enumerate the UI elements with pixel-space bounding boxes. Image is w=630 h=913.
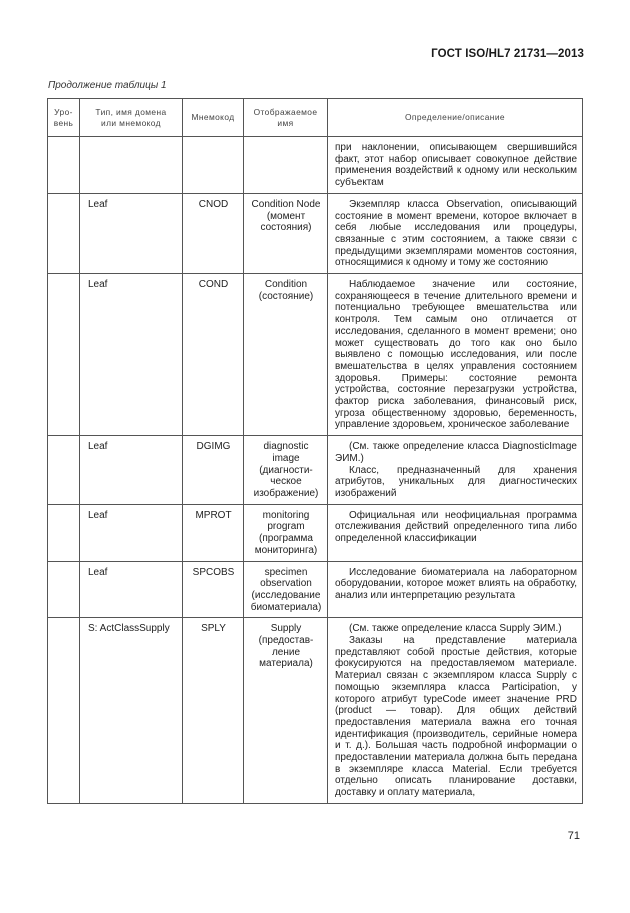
cell-mnemonic: [183, 436, 244, 505]
cell-definition: [328, 618, 583, 804]
cell-definition: [328, 137, 583, 194]
cell-mnemonic: [183, 274, 244, 436]
cell-mnemonic: [183, 137, 244, 194]
cell-mnemonic: [183, 193, 244, 273]
definition-paragraph: Экземпляр класса Observation, описывающий состояние в момент времени, которое включает в себя любые исследования или процедуры, связанные с этим состоянием, а также связи с предыдущими экземплярами моментов состояния, относящимися к одному и тому же состоянию: [335, 198, 577, 269]
table-header-row: [48, 99, 583, 137]
cell-definition-text: [328, 194, 582, 273]
table-row: [48, 274, 583, 436]
table-row: [48, 561, 583, 618]
table-row: [48, 504, 583, 561]
cell-level: [48, 274, 80, 436]
cell-level: [48, 618, 80, 804]
table-row: [48, 436, 583, 505]
definition-paragraph: при наклонении, описывающем свершившийся факт, этот набор описывает совокупное действие применения воздействий к одному или нескольким субъектам: [335, 142, 577, 189]
cell-mnemonic: [183, 561, 244, 618]
cell-level-text: [48, 618, 79, 627]
cell-display: [244, 436, 328, 505]
cell-display-text: Condition Node (момент состояния): [251, 198, 321, 234]
cell-level-text: [48, 505, 79, 514]
cell-definition: [328, 561, 583, 618]
cell-definition-text: [328, 274, 582, 435]
cell-type-text: Leaf: [88, 566, 108, 578]
cell-definition: [328, 436, 583, 505]
cell-display-text: specimen observation (исследование биоматериала): [250, 566, 322, 613]
cell-type-text: Leaf: [88, 441, 108, 453]
cell-level-text: [48, 562, 79, 571]
cell-display-text: monitoring program (программа мониторинга): [254, 509, 318, 556]
cell-definition-text: [328, 436, 582, 504]
definitions-table: [47, 98, 583, 804]
cell-type: [80, 193, 183, 273]
cell-mnemonic-text: CNOD: [198, 198, 229, 210]
cell-definition: [328, 274, 583, 436]
cell-level-text: [48, 436, 79, 445]
cell-level: [48, 436, 80, 505]
definition-paragraph: (См. также определение класса DiagnosticImage ЭИМ.): [335, 441, 577, 464]
cell-display: [244, 274, 328, 436]
cell-type: [80, 137, 183, 194]
definition-paragraph: Заказы на представление материала представляют собой простые действия, которые фокусируются на предоставляемом материале. Материал связан с экземпляром класса Supply с помощью экземпляра класса Participation, у которого атрибут typeCode имеет значение PRD (product — товар). Для общих действий предоставления материала важна его точная идентификация (производитель, серийные номера и т. д.). Большая часть подробной информации о предоставлении материала должна быть передана в экземпляре класса Material. Если требуется отдельно описать планирование доставки, доставку и оплату материала,: [335, 635, 577, 799]
cell-definition: [328, 504, 583, 561]
cell-level: [48, 137, 80, 194]
cell-mnemonic-text: DGIMG: [196, 441, 231, 453]
definition-paragraph: Класс, предназначенный для хранения атрибутов, уникальных для диагностических изображений: [335, 464, 577, 499]
cell-mnemonic: [183, 618, 244, 804]
definition-paragraph: (См. также определение класса Supply ЭИМ.): [349, 623, 562, 635]
standard-header: ГОСТ ISO/HL7 21731—2013: [431, 48, 584, 60]
cell-display: [244, 193, 328, 273]
cell-display: [244, 504, 328, 561]
cell-mnemonic-text: MPROT: [195, 509, 232, 521]
cell-type-text: Leaf: [88, 509, 108, 521]
cell-type: [80, 436, 183, 505]
definition-paragraph: Наблюдаемое значение или состояние, сохраняющееся в течение длительного времени и потенциально требующее вмешательства или контроля. Тем самым оно отличается от исследования, сделанного в момент времени; оно может существовать до того как оно было выявлено с помощью исследования, или после вмешательства в целях управления состоянием здоровья. Примеры: состояние ремонта устройства, состояние перезагрузки устройства, фактор риска заболевания, финансовый риск, угроза общественному здоровью, беременность, управление здоровьем, хроническое заболевание: [335, 279, 577, 431]
cell-definition-text: [328, 618, 582, 803]
cell-level: [48, 504, 80, 561]
cell-type: [80, 274, 183, 436]
col-header-level: Уро- вень: [48, 99, 80, 137]
cell-display: [244, 618, 328, 804]
cell-display: [244, 561, 328, 618]
table-row: [48, 193, 583, 273]
cell-type: [80, 504, 183, 561]
cell-display-text: diagnostic image (диагности-ческое изображение): [253, 441, 319, 499]
cell-definition-text: [328, 562, 582, 606]
table-row: [48, 137, 583, 194]
definition-paragraph: Официальная или неофициальная программа отслеживания действий определенного типа либо определенной классификации: [335, 509, 577, 545]
cell-type-text: S: ActClassSupply: [88, 623, 170, 635]
cell-level-text: [48, 274, 79, 283]
cell-display: [244, 137, 328, 194]
col-header-mnemonic: Мнемокод: [183, 99, 244, 137]
cell-type-text: [80, 137, 182, 146]
col-header-type: Тип, имя домена или мнемокод: [80, 99, 183, 137]
cell-mnemonic-text: [183, 137, 243, 146]
cell-level: [48, 561, 80, 618]
cell-display-text: Condition (состояние): [258, 279, 314, 302]
cell-type: [80, 561, 183, 618]
definition-paragraph: Исследование биоматериала на лабораторном оборудовании, которое может влиять на обработку, анализ или интерпретацию результата: [335, 566, 577, 601]
cell-level: [48, 193, 80, 273]
cell-definition-text: [328, 137, 582, 193]
cell-level-text: [48, 137, 79, 146]
table-caption: Продолжение таблицы 1: [48, 80, 167, 91]
col-header-display: Отображаемое имя: [244, 99, 328, 137]
cell-level-text: [48, 194, 79, 203]
cell-type: [80, 618, 183, 804]
table-row: [48, 618, 583, 804]
cell-type-text: Leaf: [88, 279, 108, 291]
cell-type-text: Leaf: [88, 198, 108, 210]
cell-display-text: [244, 137, 327, 146]
cell-definition-text: [328, 505, 582, 549]
cell-definition: [328, 193, 583, 273]
cell-mnemonic-text: COND: [198, 279, 229, 291]
col-header-definition: Определение/описание: [328, 99, 583, 137]
cell-mnemonic-text: SPCOBS: [192, 566, 235, 578]
cell-mnemonic: [183, 504, 244, 561]
page-number: 71: [567, 830, 580, 842]
cell-display-text: Supply (предостав-ление материала): [258, 623, 314, 670]
cell-mnemonic-text: SPLY: [201, 623, 226, 635]
